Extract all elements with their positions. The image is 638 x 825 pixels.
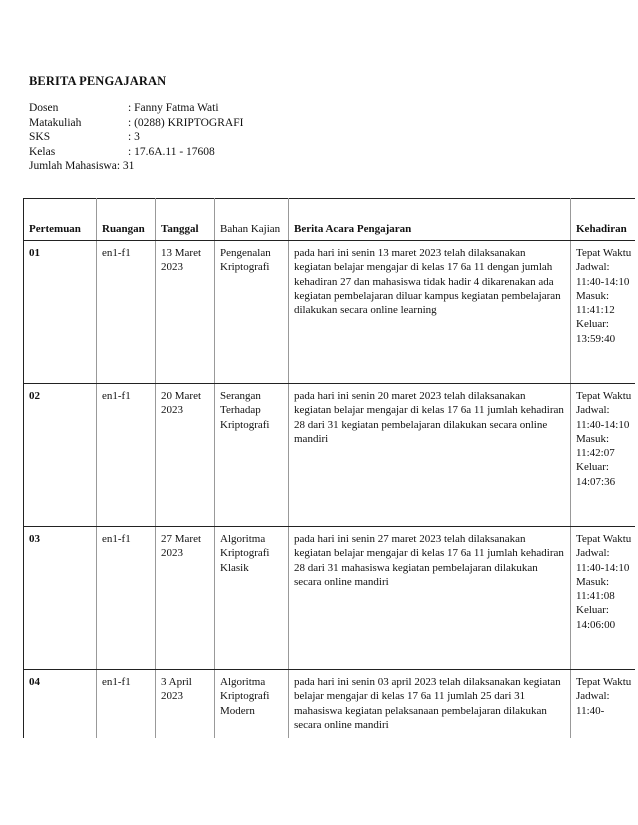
cell-ruangan: en1-f1 [97,384,156,527]
table-row [24,384,636,527]
cell-pertemuan: 01 [24,241,97,384]
meta-row-kelas [29,145,243,160]
meta-row-jumlah-mahasiswa [29,159,243,174]
jumlah-mahasiswa-value: : 31 [116,160,135,173]
course-info [29,101,243,174]
cell-pertemuan: 02 [24,384,97,527]
kelas-label: Kelas [29,145,56,158]
header-kehadiran: Kehadiran [571,199,636,241]
cell-kehadiran: Tepat Waktu Jadwal: 11:40-14:10 Masuk: 11:42:07 Keluar: 14:07:36 [571,384,636,527]
dosen-value: : Fanny Fatma Wati [128,102,219,114]
cell-kehadiran: Tepat Waktu Jadwal: 11:40- [571,670,636,739]
cell-ruangan: en1-f1 [97,527,156,670]
sks-value: : 3 [128,131,140,144]
header-tanggal: Tanggal [156,199,215,241]
cell-bahan-kajian: Algoritma Kriptografi Klasik [215,527,289,670]
table-row [24,241,636,384]
cell-ruangan: en1-f1 [97,670,156,739]
attendance-table-container [23,198,635,738]
header-ruangan: Ruangan [97,199,156,241]
jumlah-mahasiswa-label: Jumlah Mahasiswa [29,160,117,173]
dosen-label: Dosen [29,102,59,114]
cell-pertemuan: 04 [24,670,97,739]
table-row [24,670,636,739]
cell-bahan-kajian: Pengenalan Kriptografi [215,241,289,384]
cell-bahan-kajian: Serangan Terhadap Kriptografi [215,384,289,527]
cell-tanggal: 3 April 2023 [156,670,215,739]
cell-berita-acara: pada hari ini senin 20 maret 2023 telah dilaksanakan kegiatan belajar mengajar di kelas 17 6a 11 jumlah kehadiran 28 dari 31 kegiatan pembelajaran dilakukan secara online mandiri [289,384,571,527]
cell-berita-acara: pada hari ini senin 27 maret 2023 telah dilaksanakan kegiatan belajar mengajar di kelas 17 6a 11 jumlah kehadiran 28 dari 31 mahasiswa kegiatan pembelajaran dilakukan secara online mandiri [289,527,571,670]
meta-row-sks [29,130,243,145]
matakuliah-value: : (0288) KRIPTOGRAFI [128,116,244,129]
table-header-row [24,199,636,241]
cell-berita-acara: pada hari ini senin 13 maret 2023 telah dilaksanakan kegiatan belajar mengajar di kelas 17 6a 11 dengan jumlah kehadiran 27 dan mahasiswa tidak hadir 4 dikarenakan ada kegiatan pembelajaran diluar kampus kegiatan pembelajaran dilakukan secara online learning [289,241,571,384]
cell-kehadiran: Tepat Waktu Jadwal: 11:40-14:10 Masuk: 11:41:08 Keluar: 14:06:00 [571,527,636,670]
kelas-value: : 17.6A.11 - 17608 [128,145,215,158]
meta-row-dosen [29,101,243,116]
header-pertemuan: Pertemuan [24,199,97,241]
cell-berita-acara: pada hari ini senin 03 april 2023 telah dilaksanakan kegiatan belajar mengajar di kelas 17 6a 11 jumlah 25 dari 31 mahasiswa kegiatan pelaksanaan pembelajaran dilakukan secara online mandiri [289,670,571,739]
cell-bahan-kajian: Algoritma Kriptografi Modern [215,670,289,739]
cell-pertemuan: 03 [24,527,97,670]
table-row [24,527,636,670]
page-title: BERITA PENGAJARAN [29,74,167,88]
header-bahan-kajian: Bahan Kajian [215,199,289,241]
meta-row-matakuliah [29,116,243,131]
sks-label: SKS [29,131,51,144]
cell-tanggal: 13 Maret 2023 [156,241,215,384]
attendance-table [23,198,635,738]
header-berita-acara: Berita Acara Pengajaran [289,199,571,241]
cell-tanggal: 20 Maret 2023 [156,384,215,527]
table-body [24,241,636,739]
cell-kehadiran: Tepat Waktu Jadwal: 11:40-14:10 Masuk: 11:41:12 Keluar: 13:59:40 [571,241,636,384]
cell-ruangan: en1-f1 [97,241,156,384]
table-header [24,199,636,241]
cell-tanggal: 27 Maret 2023 [156,527,215,670]
matakuliah-label: Matakuliah [29,116,82,129]
